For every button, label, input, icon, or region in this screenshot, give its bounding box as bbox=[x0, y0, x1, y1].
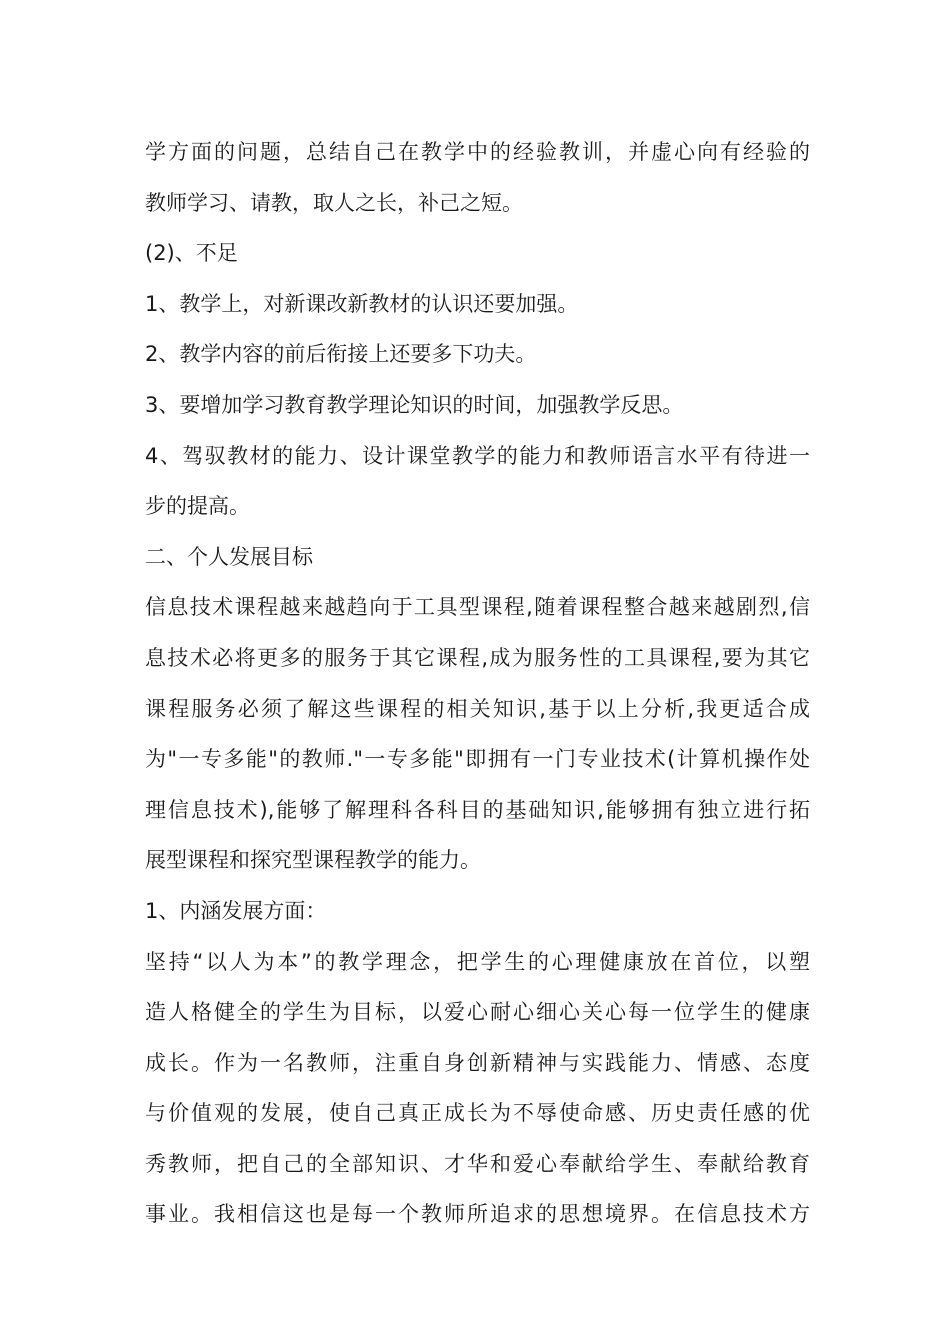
body-line: 展型课程和探究型课程教学的能力。 bbox=[145, 848, 481, 873]
list-item: 4、驾驭教材的能力、设计课堂教学的能力和教师语言水平有待进一 bbox=[145, 443, 810, 468]
body-line: 教师学习、请教，取人之长，补己之短。 bbox=[145, 190, 523, 215]
section-subheading: 1、内涵发展方面： bbox=[145, 898, 327, 923]
body-line: 造人格健全的学生为目标，以爱心耐心细心关心每一位学生的健康 bbox=[145, 1000, 810, 1025]
document-body bbox=[145, 130, 810, 1243]
section-heading: 二、个人发展目标 bbox=[145, 544, 313, 569]
list-item: 3、要增加学习教育教学理论知识的时间，加强教学反思。 bbox=[145, 392, 684, 417]
body-line: 事业。我相信这也是每一个教师所追求的思想境界。在信息技术方 bbox=[145, 1202, 810, 1227]
body-line: 成长。作为一名教师，注重自身创新精神与实践能力、情感、态度 bbox=[145, 1050, 810, 1075]
list-item: 1、教学上，对新课改新教材的认识还要加强。 bbox=[145, 291, 579, 316]
body-line: 学方面的问题，总结自己在教学中的经验教训，并虚心向有经验的 bbox=[145, 140, 810, 164]
body-line: 理信息技术),能够了解理科各科目的基础知识,能够拥有独立进行拓 bbox=[145, 797, 810, 822]
body-line: 坚持“以人为本”的教学理念，把学生的心理健康放在首位，以塑 bbox=[145, 949, 810, 974]
list-item-continuation: 步的提高。 bbox=[145, 494, 250, 519]
section-subheading: (2)、不足 bbox=[145, 241, 238, 266]
body-line: 为"一专多能"的教师."一专多能"即拥有一门专业技术(计算机操作处 bbox=[145, 747, 810, 772]
body-line: 与价值观的发展，使自己真正成长为不辱使命感、历史责任感的优 bbox=[145, 1101, 810, 1126]
body-line: 信息技术课程越来越趋向于工具型课程,随着课程整合越来越剧烈,信 bbox=[145, 595, 810, 620]
body-line: 息技术必将更多的服务于其它课程,成为服务性的工具课程,要为其它 bbox=[145, 645, 810, 670]
body-line: 秀教师，把自己的全部知识、才华和爱心奉献给学生、奉献给教育 bbox=[145, 1151, 810, 1176]
body-line: 课程服务必须了解这些课程的相关知识,基于以上分析,我更适合成 bbox=[145, 696, 810, 721]
list-item: 2、教学内容的前后衔接上还要多下功夫。 bbox=[145, 342, 537, 367]
